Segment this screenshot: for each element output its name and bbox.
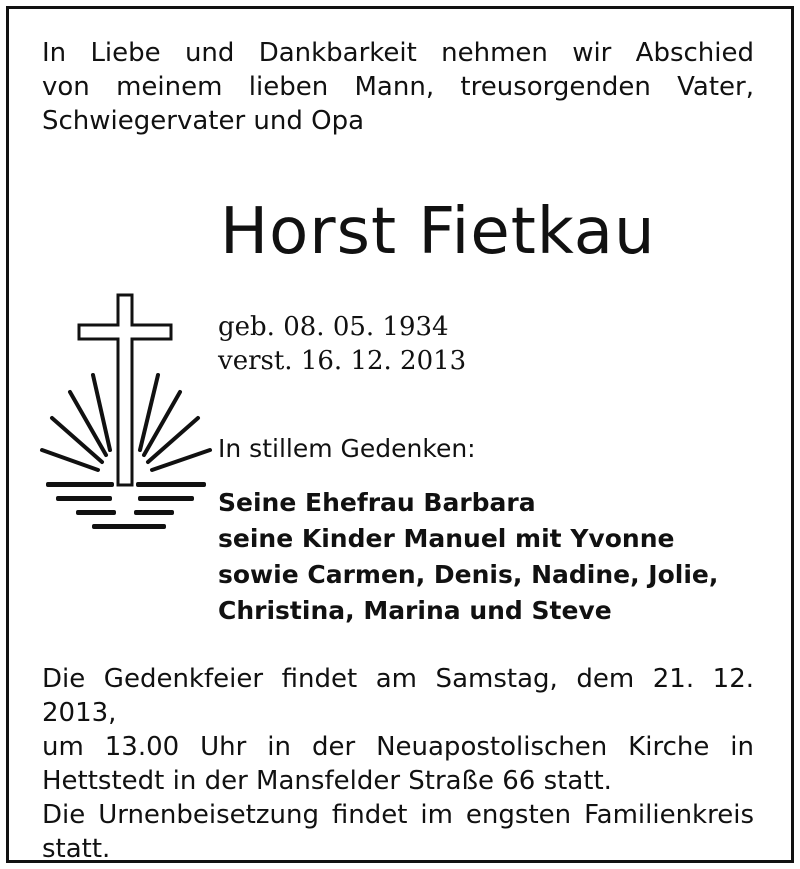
intro-line: Schwiegervater und Opa: [42, 106, 365, 136]
intro-line: von meinem lieben Mann, treusorgenden Vater,: [42, 72, 754, 102]
intro-text: [42, 36, 754, 138]
family-line: seine Kinder Manuel mit Yvonne: [218, 524, 675, 553]
info-line: Die Gedenkfeier findet am Samstag, dem 21. 12. 2013,: [42, 664, 754, 728]
ceremony-info: [42, 662, 754, 866]
birth-date: geb. 08. 05. 1934: [218, 312, 449, 342]
info-line: statt.: [42, 834, 111, 864]
cross-rising-sun-icon: [38, 290, 218, 540]
intro-line: In Liebe und Dankbarkeit nehmen wir Abschied: [42, 38, 754, 68]
info-line: Hettstedt in der Mansfelder Straße 66 statt.: [42, 766, 612, 796]
family-line: sowie Carmen, Denis, Nadine, Jolie,: [218, 560, 719, 589]
info-line: Die Urnenbeisetzung findet im engsten Familienkreis: [42, 800, 754, 830]
family-line: Seine Ehefrau Barbara: [218, 488, 536, 517]
deceased-name: Horst Fietkau: [220, 195, 656, 269]
family-names: [218, 485, 718, 629]
info-line: um 13.00 Uhr in der Neuapostolischen Kirche in: [42, 732, 754, 762]
life-dates: [218, 310, 466, 378]
death-date: verst. 16. 12. 2013: [218, 346, 467, 376]
family-line: Christina, Marina und Steve: [218, 596, 612, 625]
memory-heading: In stillem Gedenken:: [218, 434, 476, 463]
